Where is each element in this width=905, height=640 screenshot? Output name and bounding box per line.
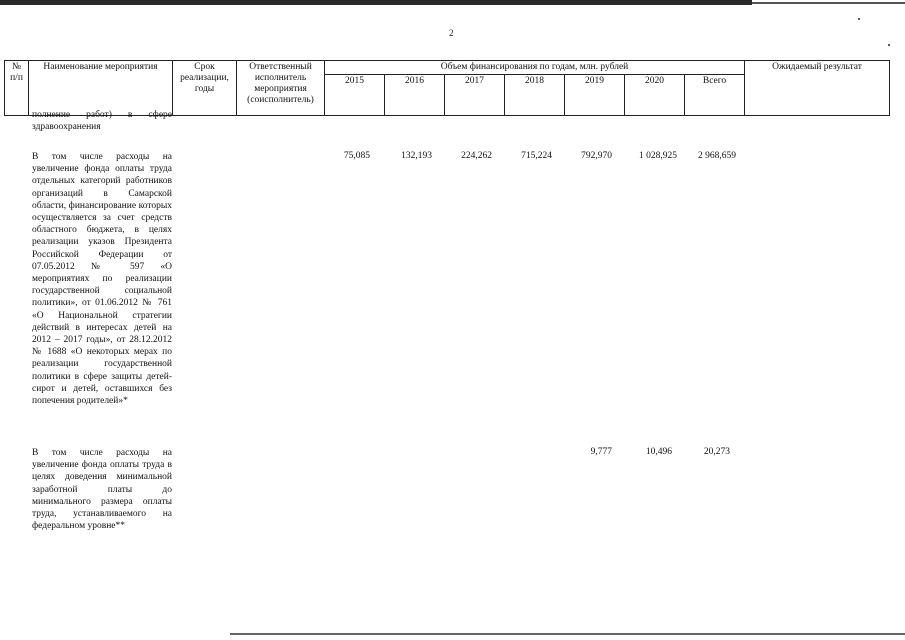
header-period: Срок реализации, годы [173, 61, 237, 116]
header-year: 2019 [565, 75, 625, 116]
header-result: Ожидаемый результат [745, 61, 890, 116]
value-total: 2 968,659 [698, 151, 736, 161]
value-2017: 224,262 [461, 151, 492, 161]
value-2015: 75,085 [343, 151, 370, 161]
header-year: 2015 [325, 75, 385, 116]
scan-top-border-right [752, 2, 905, 4]
header-year-total: Всего [685, 75, 745, 116]
header-name: Наименование мероприятия [29, 61, 173, 116]
header-year: 2017 [445, 75, 505, 116]
value-2019: 9,777 [590, 447, 612, 457]
page-number: 2 [449, 28, 454, 38]
value-2016: 132,193 [401, 151, 432, 161]
row-text: В том числе расходы на увеличение фонда оплаты труда отдельных категорий работников организаций в Самарской области, финансирование которых осуществляется за счет средств областного бюджета, в целях реализации указов Президента Российской Федерации от 07.05.2012 № 597 «О мероприятиях по реализации государственной социальной политики», от 01.06.2012 № 761 «О Национальной стратегии действий в интересах детей на 2012 – 2017 годы», от 28.12.2012 № 1688 «О некоторых мерах по реализации государственной политики в сфере защиты детей-сирот и детей, оставшихся без попечения родителей»* [32, 152, 172, 407]
value-2020: 10,496 [645, 447, 672, 457]
value-2019: 792,970 [581, 151, 612, 161]
scan-speck [888, 44, 890, 46]
header-financing: Объем финансирования по годам, млн. рублей [325, 61, 745, 75]
header-year: 2016 [385, 75, 445, 116]
header-year: 2020 [625, 75, 685, 116]
row-text: полнение работ) в сфере здравоохранения [32, 110, 172, 133]
table-header [4, 60, 890, 116]
header-responsible: Ответственный исполнитель мероприятия (соисполнитель) [237, 61, 325, 116]
value-2020: 1 028,925 [639, 151, 677, 161]
row-text: В том числе расходы на увеличение фонда оплаты труда в целях доведения минимальной заработной платы до минимального размера оплаты труда, устанавливаемого на федеральном уровне** [32, 448, 172, 532]
scan-speck [858, 18, 860, 20]
header-num: № п/п [5, 61, 29, 116]
scan-bottom-border [230, 633, 905, 635]
value-2018: 715,224 [521, 151, 552, 161]
scan-top-border [0, 0, 752, 5]
header-year: 2018 [505, 75, 565, 116]
value-total: 20,273 [703, 447, 730, 457]
